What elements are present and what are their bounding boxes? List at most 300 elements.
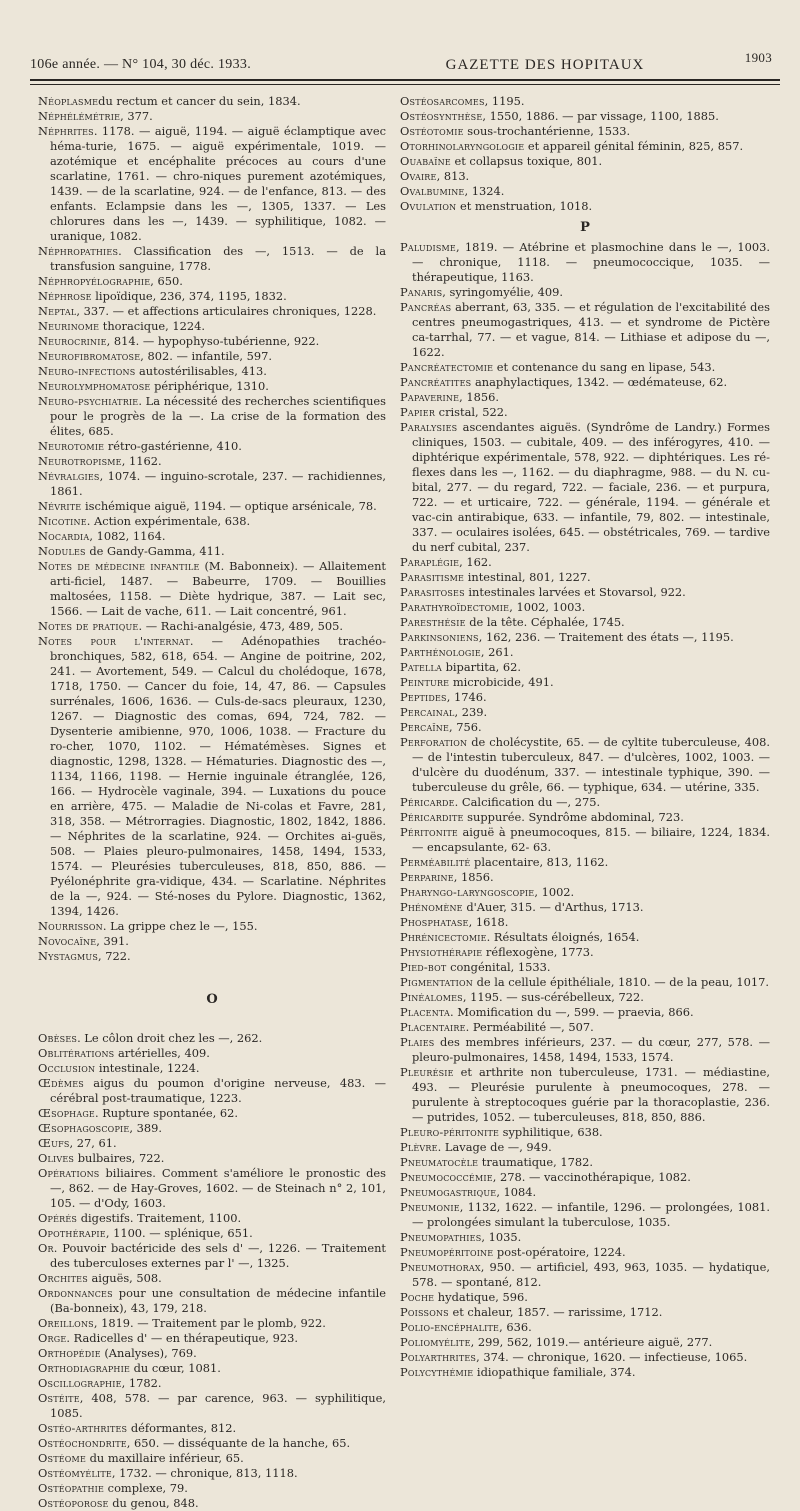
- entry-text: aberrant, 63, 335. — et régulation de l'excitabilité des centres pneumogastriques, 413. — et syndrome de Pictère ca-tarrhal, 77. — et vague, 814. — Lithiase et adipose du —, 1622.: [412, 300, 770, 359]
- entry-text: , 408, 578. — par carence, 963. — syphilitique, 1085.: [50, 1391, 386, 1420]
- entry-text: rétro-gastérienne, 410.: [104, 439, 242, 453]
- entry-heading: Neuro-infections: [38, 364, 136, 378]
- entry-heading: Orge: [38, 1331, 67, 1345]
- entry-text: . La grippe chez le —, 155.: [102, 919, 258, 933]
- index-entry: [400, 94, 770, 109]
- entry-text: , 650. — disséquante de la hanche, 65.: [126, 1436, 351, 1450]
- entry-heading: Pneumonie: [400, 1200, 460, 1214]
- index-entry: [400, 1245, 770, 1260]
- entry-heading: Phénomène: [400, 900, 463, 914]
- entry-heading: Pharyngo-laryngoscopie: [400, 885, 535, 899]
- entry-text: périphérique, 1310.: [150, 379, 269, 393]
- index-entry: [38, 1211, 386, 1226]
- entry-text: , 1132, 1622. — infantile, 1296. — prolongées, 1081. — prolongées simulant la tuberculose, 1035.: [412, 1200, 770, 1229]
- index-entry: [38, 394, 386, 439]
- index-entry: [400, 1305, 770, 1320]
- entry-text: , syringomyélie, 409.: [442, 285, 563, 299]
- entry-heading: Neurolymphomatose: [38, 379, 151, 393]
- index-entry: [400, 1155, 770, 1170]
- entry-heading: Ostéotomie: [400, 124, 464, 138]
- entry-heading: Poissons: [400, 1305, 449, 1319]
- index-entry: [38, 1061, 386, 1076]
- entry-heading: Névrite: [38, 499, 82, 513]
- entry-heading: Orthodiagraphie: [38, 1361, 130, 1375]
- entry-heading: Plaies: [400, 1035, 435, 1049]
- entry-text: , 1162.: [121, 454, 162, 468]
- header-rule-thin: [30, 84, 780, 85]
- entry-heading: Paralysies: [400, 420, 458, 434]
- index-entry: [400, 960, 770, 975]
- entry-heading: Notes de pratique: [38, 619, 139, 633]
- index-entry: [38, 379, 386, 394]
- entry-heading: Ostéoporose: [38, 1496, 109, 1510]
- entry-heading: Oreillons: [38, 1316, 94, 1330]
- entry-text: du rectum et cancer du sein, 1834.: [98, 94, 301, 108]
- entry-text: bulbaires, 722.: [74, 1151, 165, 1165]
- index-entry: [38, 319, 386, 334]
- entry-heading: Œsophagoscopie: [38, 1121, 130, 1135]
- index-entry: [400, 630, 770, 645]
- entry-text: , 1002.: [534, 885, 575, 899]
- index-entry: [38, 364, 386, 379]
- entry-heading: Papaverine: [400, 390, 460, 404]
- index-entry: [400, 1230, 770, 1245]
- index-entry: [400, 1260, 770, 1290]
- index-entry: [38, 1121, 386, 1136]
- entry-text: , 1782.: [121, 1376, 162, 1390]
- index-entry: [38, 619, 386, 634]
- entry-text: . Lavage de —, 949.: [437, 1140, 552, 1154]
- entry-heading: Œdèmes: [38, 1076, 84, 1090]
- entry-text: déformantes, 812.: [127, 1421, 237, 1435]
- journal-title: GAZETTE DES HOPITAUX: [445, 56, 645, 73]
- index-entry: [38, 1241, 386, 1271]
- entry-text: de la cellule épithéliale, 1810. — de la peau, 1017.: [472, 975, 770, 989]
- index-entry: [38, 544, 386, 559]
- entry-text: . Pouvoir bactéricide des sels d' —, 1226. — Traitement des tuberculoses externes par l' —, 1325.: [50, 1241, 386, 1270]
- entry-text: lipoïdique, 236, 374, 1195, 1832.: [91, 289, 287, 303]
- entry-text: , 162, 236. — Traitement des états —, 1195.: [478, 630, 734, 644]
- entry-heading: Parasitoses: [400, 585, 465, 599]
- entry-text: , 814. — hypophyso-tubérienne, 922.: [106, 334, 320, 348]
- entry-text: , 1819. — Traitement par le plomb, 922.: [93, 1316, 326, 1330]
- index-entry: [400, 615, 770, 630]
- entry-text: , 1002, 1003.: [509, 600, 586, 614]
- entry-text: , 722.: [98, 949, 131, 963]
- entry-heading: Orthopédie: [38, 1346, 101, 1360]
- index-entry: [400, 405, 770, 420]
- index-entry: [400, 199, 770, 214]
- entry-heading: Pancréatectomie: [400, 360, 494, 374]
- index-entry: [400, 915, 770, 930]
- entry-heading: Parthénologie: [400, 645, 481, 659]
- entry-heading: Novocaïne: [38, 934, 97, 948]
- entry-heading: Néphropyélographie: [38, 274, 151, 288]
- entry-text: . La nécessité des recherches scientifiques pour le progrès de la —. La crise de la formation des élites, 685.: [50, 394, 386, 438]
- index-entry: [38, 109, 386, 124]
- entry-text: et arthrite non tuberculeuse, 1731. — médiastine, 493. — Pleurésie purulente à pneumocoques, 278. — purulente à streptocoques guérie par la thoracoplastie, 236. — putrides, 1052. — tuberculeuses, 818, 850, 886.: [412, 1065, 770, 1124]
- entry-text: . — Rachi-analgésie, 473, 489, 505.: [138, 619, 343, 633]
- entry-heading: Patella: [400, 660, 442, 674]
- entry-text: suppurée. Syndrôme abdominal, 723.: [463, 810, 684, 824]
- index-entry: [400, 945, 770, 960]
- entry-text: du maxillaire inférieur, 65.: [86, 1451, 244, 1465]
- entry-text: post-opératoire, 1224.: [493, 1245, 626, 1259]
- index-entry: [38, 1046, 386, 1061]
- entry-heading: Pinéalomes: [400, 990, 463, 1004]
- entry-text: , 389.: [129, 1121, 163, 1135]
- index-entry: [400, 375, 770, 390]
- entry-heading: Ostéome: [38, 1451, 86, 1465]
- entry-heading: Polyarthrites: [400, 1350, 477, 1364]
- index-entry: [38, 439, 386, 454]
- entry-heading: Néphropathies: [38, 244, 119, 258]
- entry-text: sous-trochantérienne, 1533.: [463, 124, 631, 138]
- entry-text: et contenance du sang en lipase, 543.: [493, 360, 716, 374]
- index-entry: [38, 514, 386, 529]
- entry-heading: Pneumococcémie: [400, 1170, 493, 1184]
- entry-text: , 1746.: [446, 690, 487, 704]
- entry-text: intestinale, 1224.: [95, 1061, 200, 1075]
- index-entry: [400, 1035, 770, 1065]
- entry-heading: Ostéosynthèse: [400, 109, 483, 123]
- entry-heading: Ordonnances: [38, 1286, 113, 1300]
- entry-heading: Oscillographie: [38, 1376, 122, 1390]
- entry-text: , 1082, 1164.: [89, 529, 166, 543]
- index-entry: [400, 1185, 770, 1200]
- entry-heading: Pleuro-péritonite: [400, 1125, 500, 1139]
- index-entry: [38, 1166, 386, 1211]
- index-entries-o: [38, 1031, 386, 1511]
- index-entry: [38, 1331, 386, 1346]
- left-column: [38, 94, 386, 1511]
- entry-text: , 950. — artificiel, 493, 963, 1035. — hydatique, 578. — spontané, 812.: [412, 1260, 770, 1289]
- entry-text: idiopathique familiale, 374.: [473, 1365, 636, 1379]
- entry-text: ascendantes aiguës. (Syndrôme de Landry.) Formes cliniques, 1503. — cubitale, 409. — des inférogyres, 410. — diphtérique expérimentale, 578, 922. — diphtériques. Les ré-flexes dans les —, 1162. — du diaphragme, 988. — du N. cu-bital, 277. — du regard, 722. — faciale, 236. — et purpura, 722. — et urticaire, 722. — générale, 1194. — générale et vac-cin antirabique, 633. — infantile, 79, 802. — intestinale, 337. — oculaires isolées, 645. — obstétricales, 769. — tardive du nerf cubital, 237.: [412, 420, 770, 554]
- entry-heading: Péritonite: [400, 825, 458, 839]
- entry-text: ischémique aiguë, 1194. — optique arsénicale, 78.: [81, 499, 377, 513]
- entry-heading: Opothérapie: [38, 1226, 106, 1240]
- entry-heading: Perméabilité: [400, 855, 471, 869]
- index-entry: [400, 720, 770, 735]
- index-entry: [38, 469, 386, 499]
- index-entry: [400, 555, 770, 570]
- entry-heading: Paraplégie: [400, 555, 460, 569]
- entry-heading: Nourrisson: [38, 919, 103, 933]
- entry-heading: Neurotropisme: [38, 454, 122, 468]
- entry-heading: Or: [38, 1241, 54, 1255]
- index-entry: [400, 1200, 770, 1230]
- entry-text: de la tête. Céphalée, 1745.: [465, 615, 625, 629]
- entry-heading: Neptal: [38, 304, 77, 318]
- entry-heading: Ovalbumine: [400, 184, 465, 198]
- index-entry: [38, 1466, 386, 1481]
- entry-heading: Nystagmus: [38, 949, 99, 963]
- entry-heading: Poche: [400, 1290, 435, 1304]
- page-number: 1903: [744, 50, 772, 65]
- index-entry: [400, 585, 770, 600]
- entry-heading: Pigmentation: [400, 975, 473, 989]
- index-entry: [400, 1290, 770, 1305]
- entry-text: , 1550, 1886. — par vissage, 1100, 1885.: [482, 109, 719, 123]
- index-entry: [38, 499, 386, 514]
- index-entry: [400, 285, 770, 300]
- index-entry: [400, 1320, 770, 1335]
- index-entry: [400, 240, 770, 285]
- index-entry: [38, 94, 386, 109]
- entry-text: et collapsus toxique, 801.: [450, 154, 603, 168]
- entry-heading: Polycythémie: [400, 1365, 474, 1379]
- entry-text: microbicide, 491.: [449, 675, 554, 689]
- index-entry: [38, 1436, 386, 1451]
- entry-text: , 374. — chronique, 1620. — infectieuse, 1065.: [476, 1350, 748, 1364]
- entry-text: cristal, 522.: [435, 405, 508, 419]
- entry-heading: Nicotine: [38, 514, 87, 528]
- entry-text: digestifs. Traitement, 1100.: [77, 1211, 242, 1225]
- entry-heading: Percaïne: [400, 720, 450, 734]
- index-entry: [400, 139, 770, 154]
- entry-heading: Péricardite: [400, 810, 464, 824]
- index-entry: [400, 990, 770, 1005]
- issue-info: 106e année. — N° 104, 30 déc. 1933.: [30, 57, 251, 72]
- entry-text: artérielles, 409.: [114, 1046, 210, 1060]
- entry-text: , 756.: [449, 720, 482, 734]
- entry-heading: Notes pour l'internat: [38, 634, 190, 648]
- entry-heading: Obèses: [38, 1031, 78, 1045]
- index-entry: [38, 1136, 386, 1151]
- entry-text: , 239.: [454, 705, 488, 719]
- index-entry: [38, 919, 386, 934]
- entry-heading: Oblitérations: [38, 1046, 115, 1060]
- right-column: [400, 94, 770, 1380]
- index-entry: [38, 1286, 386, 1316]
- entry-heading: Opérations: [38, 1166, 100, 1180]
- entry-heading: Pleurésie: [400, 1065, 454, 1079]
- entry-text: , 1195.: [484, 94, 525, 108]
- index-entry: [38, 949, 386, 964]
- index-entry: [38, 1271, 386, 1286]
- entry-text: d'Auer, 315. — d'Arthus, 1713.: [462, 900, 644, 914]
- entry-text: des membres inférieurs, 237. — du cœur, 277, 578. — pleuro-pulmonaires, 1458, 1494, 1533, 1574.: [412, 1035, 770, 1064]
- entry-text: complexe, 79.: [104, 1481, 188, 1495]
- entry-heading: Plèvre: [400, 1140, 438, 1154]
- entry-heading: Peptides: [400, 690, 447, 704]
- entry-text: , 1084.: [496, 1185, 537, 1199]
- index-entry: [400, 735, 770, 795]
- entry-text: du genou, 848.: [108, 1496, 199, 1510]
- index-entry: [400, 109, 770, 124]
- index-entry: [400, 124, 770, 139]
- entry-heading: Nocardia: [38, 529, 90, 543]
- entry-text: , 650.: [150, 274, 183, 288]
- index-entry: [38, 304, 386, 319]
- entry-text: . Momification du —, 599. — praevia, 866.: [450, 1005, 694, 1019]
- entry-text: , 162.: [459, 555, 492, 569]
- entry-heading: Peinture: [400, 675, 450, 689]
- entry-text: biliaires. Comment s'améliore le pronostic des —, 862. — de Hay-Groves, 1602. — de Steinach n° 2, 101, 105. — d'Ody, 1603.: [50, 1166, 386, 1210]
- index-entry: [38, 1076, 386, 1106]
- index-entry: [38, 559, 386, 619]
- index-entry: [38, 1106, 386, 1121]
- index-entry: [38, 274, 386, 289]
- entry-text: . Classification des —, 1513. — de la transfusion sanguine, 1778.: [50, 244, 386, 273]
- index-entry: [400, 1125, 770, 1140]
- entry-text: bipartita, 62.: [441, 660, 522, 674]
- entry-text: intestinales larvées et Stovarsol, 922.: [464, 585, 686, 599]
- entry-heading: Néphrites: [38, 124, 94, 138]
- index-entry: [400, 930, 770, 945]
- entry-text: , 27, 61.: [69, 1136, 117, 1150]
- entry-heading: Pneumothorax: [400, 1260, 481, 1274]
- index-entry: [400, 1365, 770, 1380]
- entry-heading: Ostéomyélite: [38, 1466, 112, 1480]
- index-entry: [400, 1140, 770, 1155]
- entry-text: autostérilisables, 413.: [135, 364, 267, 378]
- entry-heading: Perparine: [400, 870, 454, 884]
- index-entries-n: [38, 94, 386, 964]
- entry-text: , 802. — infantile, 597.: [140, 349, 273, 363]
- entry-text: et menstruation, 1018.: [456, 199, 593, 213]
- entry-heading: Parasitisme: [400, 570, 465, 584]
- entry-heading: Placenta: [400, 1005, 450, 1019]
- index-entry: [38, 1316, 386, 1331]
- entry-text: syphilitique, 638.: [499, 1125, 603, 1139]
- entry-heading: Opérés: [38, 1211, 78, 1225]
- entry-text: réflexogène, 1773.: [482, 945, 594, 959]
- entry-text: . Perméabilité —, 507.: [465, 1020, 594, 1034]
- index-entry: [38, 289, 386, 304]
- entry-heading: Neurinome: [38, 319, 100, 333]
- entry-heading: Pneumogastrique: [400, 1185, 497, 1199]
- entry-text: , 1324.: [464, 184, 505, 198]
- entry-text: , 1856.: [459, 390, 499, 404]
- index-entry: [38, 529, 386, 544]
- entry-heading: Olives: [38, 1151, 75, 1165]
- entry-heading: Parathyroïdectomie: [400, 600, 510, 614]
- entry-heading: Polio-encéphalite: [400, 1320, 500, 1334]
- entry-text: hydatique, 596.: [434, 1290, 528, 1304]
- index-entry: [400, 184, 770, 199]
- index-entry: [38, 1481, 386, 1496]
- entry-heading: Péricarde: [400, 795, 455, 809]
- entry-heading: Perforation: [400, 735, 468, 749]
- entry-heading: Œsophage: [38, 1106, 95, 1120]
- entry-text: thoracique, 1224.: [99, 319, 205, 333]
- entry-text: , 377.: [120, 109, 153, 123]
- entry-heading: Pancréatites: [400, 375, 472, 389]
- entry-text: , 278. — vaccinothérapique, 1082.: [492, 1170, 691, 1184]
- entry-text: , 1618.: [468, 915, 509, 929]
- entry-heading: Ostéopathie: [38, 1481, 105, 1495]
- entry-heading: Ostéo-arthrites: [38, 1421, 128, 1435]
- index-entry: [400, 885, 770, 900]
- entry-text: . Résultats éloignés, 1654.: [486, 930, 640, 944]
- entry-text: de cholécystite, 65. — de cyltite tuberculeuse, 408. — de l'intestin tuberculeux, 847. — d'ulcères, 1002, 1003. — d'ulcère du duodénum, 337. — intestinale typhique, 390. — tuberculeuse du grêle, 66. — typhique, 634. — utérine, 335.: [412, 735, 770, 794]
- entry-heading: Orchites: [38, 1271, 88, 1285]
- section-letter-p: P: [580, 220, 590, 235]
- entry-heading: Œufs: [38, 1136, 70, 1150]
- index-entry: [400, 1335, 770, 1350]
- entry-text: intestinal, 801, 1227.: [464, 570, 591, 584]
- index-entry: [400, 900, 770, 915]
- entry-heading: Pneumopathies: [400, 1230, 482, 1244]
- entry-text: . Calcification du —, 275.: [454, 795, 601, 809]
- entry-heading: Névralgies: [38, 469, 100, 483]
- entry-heading: Néoplasme: [38, 94, 99, 108]
- entry-heading: Placentaire: [400, 1020, 466, 1034]
- entry-text: aigus du poumon d'origine nerveuse, 483. — cérébral post-traumatique, 1223.: [50, 1076, 386, 1105]
- entry-text: . 1178. — aiguë, 1194. — aiguë éclamptique avec héma-turie, 1675. — aiguë expérimentale, 1019. — azotémique et encéphalite précoces au cours d'une scarlatine, 1761. — chro-niques purement azotémiques, 1439. — de la scarlatine, 924. — de l'enfance, 813. — des enfants. Eclampsie dans les —, 1305, 1337. — Les chlorures dans les —, 1439. — syphilitique, 1082. — uranique, 1082.: [50, 124, 386, 243]
- index-entry: [38, 1376, 386, 1391]
- index-entry: [38, 1451, 386, 1466]
- entry-text: . Action expérimentale, 638.: [86, 514, 251, 528]
- entry-text: . Le côlon droit chez les —, 262.: [77, 1031, 263, 1045]
- index-entry: [38, 454, 386, 469]
- entry-text: aiguës, 508.: [87, 1271, 162, 1285]
- entry-text: , 636.: [499, 1320, 532, 1334]
- entry-heading: Phrénicectomie: [400, 930, 487, 944]
- entry-heading: Néphélémétrie: [38, 109, 121, 123]
- entry-text: de Gandy-Gamma, 411.: [85, 544, 225, 558]
- entry-heading: Percainal: [400, 705, 455, 719]
- entry-text: . — Adénopathies trachéo-bronchiques, 582, 618, 654. — Angine de poitrine, 202, 241. — Avortement, 549. — Calcul du cholédoque, 1678, 1718, 1750. — Cancer du foie, 14, 47, 86. — Capsules surrénales, 1606, 1636. — Culs-de-sacs pleuraux, 1230, 1267. — Diagnostic des comas, 694, 724, 782. — Dysenterie amibienne, 970, 1006, 1038. — Fracture du ro-cher, 1070, 1102. — Hématémèses. Signes et diagnostic, 1298, 1328. — Hématuries. Diagnostic des —, 1134, 1166, 1198. — Hernie inguinale étranglée, 126, 166. — Hydrocèle vaginale, 394. — Luxations du pouce en arrière, 475. — Maladie de Ni-colas et Favre, 281, 318, 358. — Métrorragies. Diagnostic, 1802, 1842, 1886. — Néphrites de la scarlatine, 924. — Orchites ai-guës, 508. — Plaies pleuro-pulmonaires, 1458, 1494, 1533, 1574. — Pleurésies tuberculeuses, 818, 850, 886. — Pyélonéphrite gra-vidique, 434. — Scarlatine. Néphrites de la —, 924. — Sté-noses du Pylore. Diagnostic, 1362, 1394, 1426.: [50, 634, 386, 918]
- entry-heading: Neurofibromatose: [38, 349, 141, 363]
- entry-text: , 391.: [96, 934, 129, 948]
- entry-heading: Ouabaïne: [400, 154, 451, 168]
- index-entry: [400, 360, 770, 375]
- entry-heading: Poliomyélite: [400, 1335, 471, 1349]
- index-entry: [400, 1065, 770, 1125]
- entry-text: anaphylactiques, 1342. — œdémateuse, 62.: [471, 375, 728, 389]
- entry-text: , 1856.: [453, 870, 494, 884]
- index-entry: [38, 634, 386, 919]
- entry-heading: Occlusion: [38, 1061, 96, 1075]
- index-entry: [400, 690, 770, 705]
- index-entry: [38, 1421, 386, 1436]
- entry-text: , 261.: [480, 645, 514, 659]
- entry-text: aiguë à pneumocoques, 815. — biliaire, 1224, 1834. — encapsulante, 62- 63.: [412, 825, 770, 854]
- entry-heading: Phosphatase: [400, 915, 469, 929]
- entry-heading: Ovaire: [400, 169, 437, 183]
- entry-heading: Pied-bot: [400, 960, 447, 974]
- entry-heading: Papier: [400, 405, 436, 419]
- index-entry: [400, 420, 770, 555]
- index-entry: [38, 1031, 386, 1046]
- entry-heading: Paludisme: [400, 240, 456, 254]
- index-entry: [38, 349, 386, 364]
- entry-heading: Ovulation: [400, 199, 457, 213]
- index-entry: [400, 975, 770, 990]
- index-entry: [400, 660, 770, 675]
- index-entry: [400, 1350, 770, 1365]
- entry-heading: Paresthésie: [400, 615, 466, 629]
- entry-text: , 813.: [436, 169, 470, 183]
- index-entries-o-continued: [400, 94, 770, 214]
- index-entry: [38, 1361, 386, 1376]
- index-entry: [38, 1391, 386, 1421]
- entry-text: , 1819. — Atébrine et plasmochine dans le —, 1003. — chronique, 1118. — pneumococcique, 1035. — thérapeutique, 1163.: [412, 240, 770, 284]
- entry-heading: Pneumatocèle: [400, 1155, 479, 1169]
- index-entry: [38, 1346, 386, 1361]
- entry-heading: Neurotomie: [38, 439, 105, 453]
- index-entry: [400, 705, 770, 720]
- entry-heading: Neurocrinie: [38, 334, 107, 348]
- entry-text: , 337. — et affections articulaires chroniques, 1228.: [76, 304, 377, 318]
- index-entry: [38, 1226, 386, 1241]
- entry-text: , 1195. — sus-cérébelleux, 722.: [462, 990, 644, 1004]
- index-entry: [400, 825, 770, 855]
- entry-heading: Panaris: [400, 285, 443, 299]
